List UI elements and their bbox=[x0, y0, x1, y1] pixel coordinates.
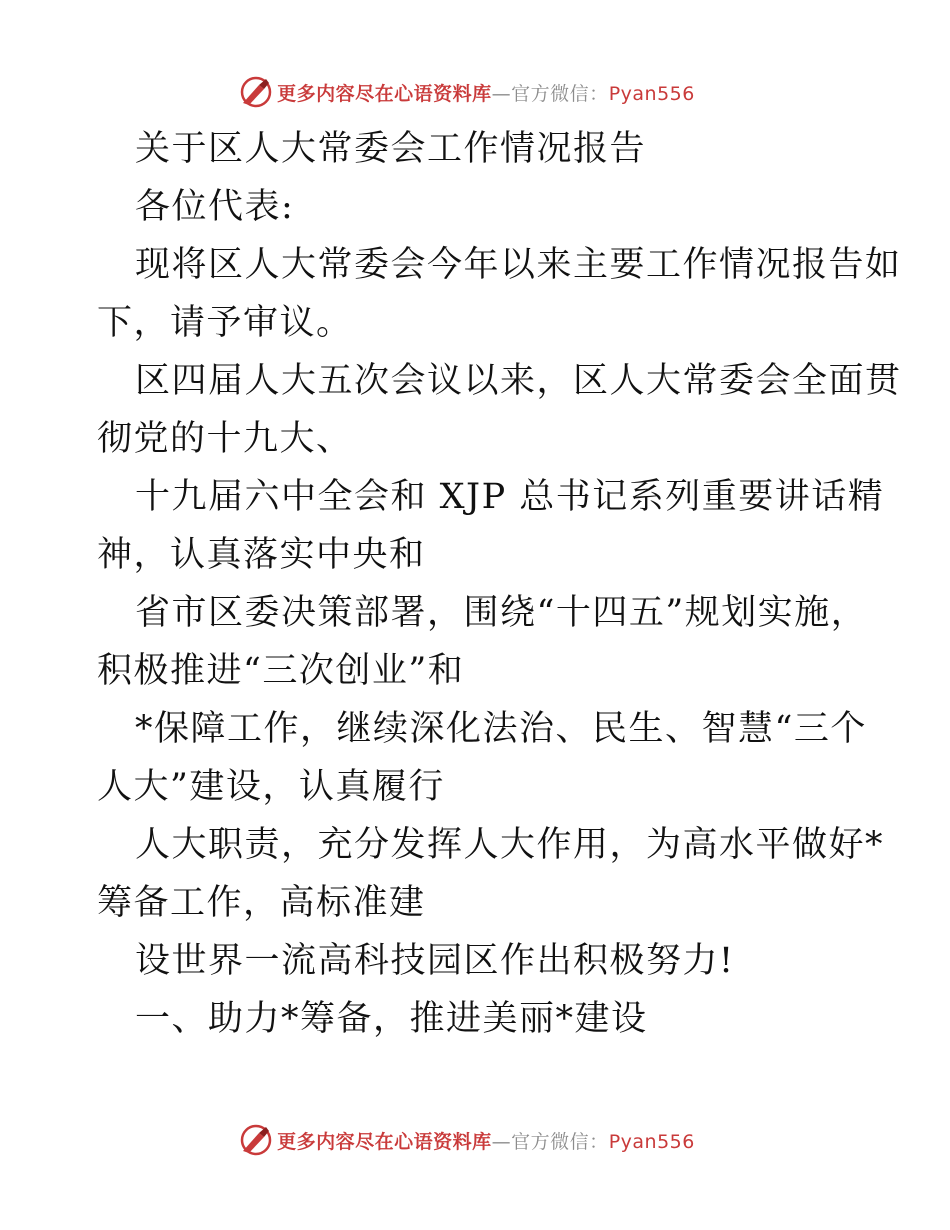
header-watermark bbox=[0, 72, 950, 112]
text-line: 现将区人大常委会今年以来主要工作情况报告如 bbox=[135, 245, 902, 285]
text-line: 人大职责，充分发挥人大作用，为高水平做好* bbox=[135, 825, 885, 865]
text-line: 筹备工作，高标准建 bbox=[97, 883, 426, 923]
text-line: 彻党的十九大、 bbox=[97, 419, 353, 459]
text-line: 省市区委决策部署，围绕“十四五”规划实施， bbox=[135, 593, 868, 633]
watermark-text: 更多内容尽在心语资料库—官方微信：Pyan556 bbox=[277, 1130, 695, 1153]
pen-logo-icon bbox=[239, 75, 273, 109]
footer-watermark bbox=[0, 1120, 950, 1160]
salutation: 各位代表: bbox=[135, 187, 295, 227]
document-title: 关于区人大常委会工作情况报告 bbox=[135, 129, 647, 169]
pen-logo-icon bbox=[239, 1123, 273, 1157]
text-line: 区四届人大五次会议以来，区人大常委会全面贯 bbox=[135, 361, 902, 401]
text-line: 十九届六中全会和 XJP 总书记系列重要讲话精 bbox=[135, 477, 885, 517]
text-line: *保障工作，继续深化法治、民生、智慧“三个 bbox=[135, 709, 867, 749]
text-line: 设世界一流高科技园区作出积极努力! bbox=[135, 941, 735, 981]
text-line: 积极推进“三次创业”和 bbox=[97, 651, 465, 691]
section-heading: 一、助力*筹备，推进美丽*建设 bbox=[135, 999, 648, 1039]
document-body bbox=[97, 120, 902, 1048]
text-line: 神，认真落实中央和 bbox=[97, 535, 426, 575]
text-line: 下，请予审议。 bbox=[97, 303, 353, 343]
watermark-text: 更多内容尽在心语资料库—官方微信：Pyan556 bbox=[277, 82, 695, 105]
text-line: 人大”建设，认真履行 bbox=[97, 767, 445, 807]
